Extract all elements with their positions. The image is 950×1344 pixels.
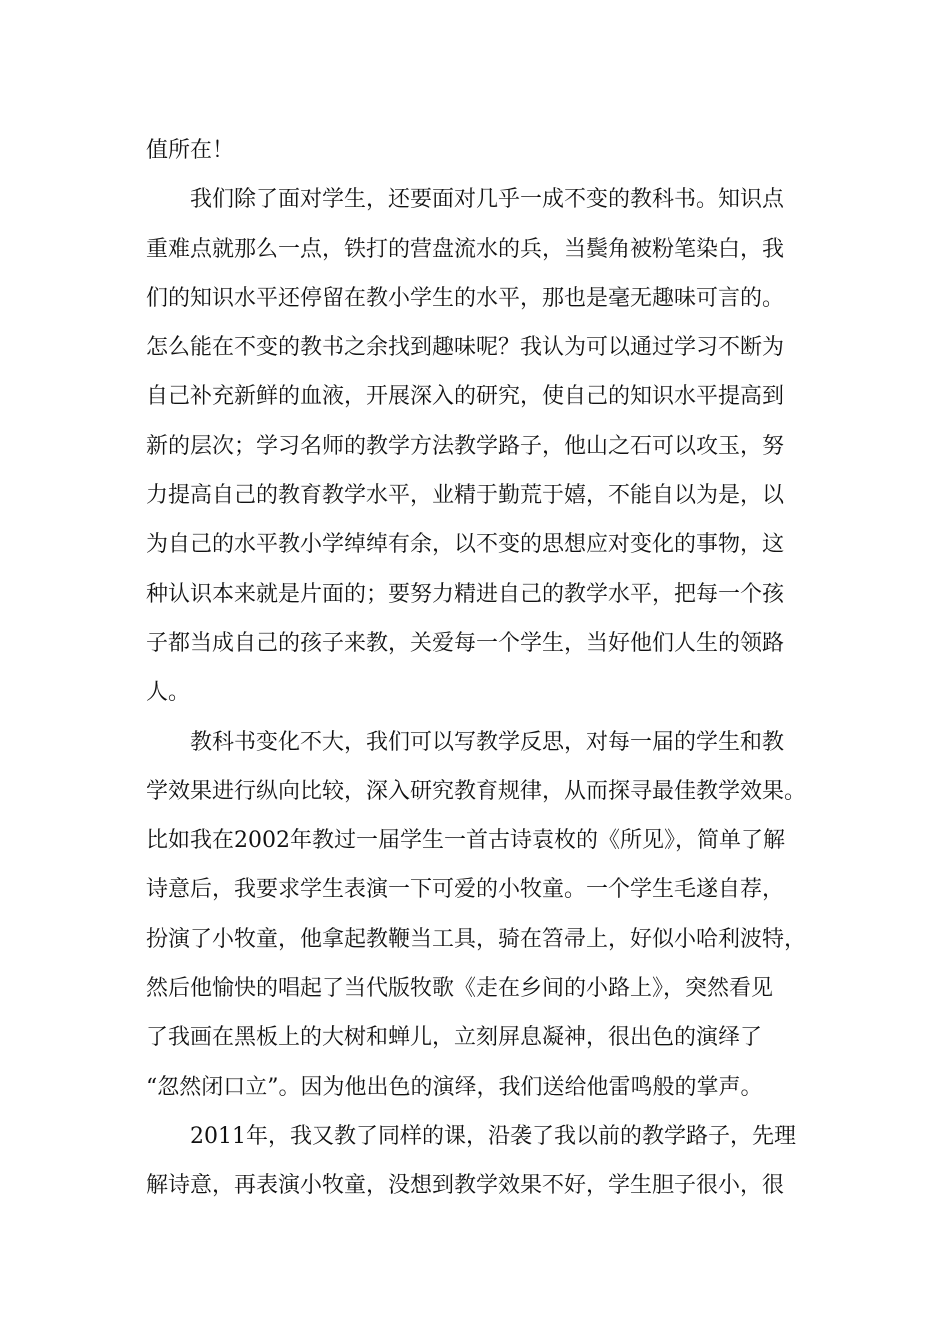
text-line: 新的层次；学习名师的教学方法教学路子，他山之石可以攻玉，努 xyxy=(146,433,785,459)
text-line: 然后他愉快的唱起了当代版牧歌《走在乡间的小路上》，突然看见 xyxy=(146,976,774,1002)
text-line: 比如我在2002年教过一届学生一首古诗袁枚的《所见》，简单了解 xyxy=(146,828,785,854)
text-line: 种认识本来就是片面的；要努力精进自己的教学水平，把每一个孩 xyxy=(146,581,785,607)
body-text xyxy=(146,133,826,1218)
text-line: 们的知识水平还停留在教小学生的水平，那也是毫无趣味可言的。 xyxy=(146,285,785,311)
text-line: 学效果进行纵向比较，深入研究教育规律，从而探寻最佳教学效果。 xyxy=(146,778,807,804)
text-line: 力提高自己的教育教学水平，业精于勤荒于嬉，不能自以为是，以 xyxy=(146,483,785,509)
text-line: 扮演了小牧童，他拿起教鞭当工具，骑在笤帚上，好似小哈利波特， xyxy=(146,926,807,952)
paragraph-start-line: 2011年，我又教了同样的课，沿袭了我以前的教学路子，先理 xyxy=(190,1123,796,1149)
text-line: 子都当成自己的孩子来教，关爱每一个学生，当好他们人生的领路 xyxy=(146,630,785,656)
text-line: 解诗意，再表演小牧童，没想到教学效果不好，学生胆子很小，很 xyxy=(146,1173,785,1199)
text-line: 诗意后，我要求学生表演一下可爱的小牧童。一个学生毛遂自荐， xyxy=(146,877,785,903)
text-line: 为自己的水平教小学绰绰有余，以不变的思想应对变化的事物，这 xyxy=(146,532,785,558)
text-line: 怎么能在不变的教书之余找到趣味呢？我认为可以通过学习不断为 xyxy=(146,335,785,361)
text-line: 值所在！ xyxy=(146,138,235,163)
text-line: “忽然闭口立”。因为他出色的演绎，我们送给他雷鸣般的掌声。 xyxy=(146,1074,763,1100)
paragraph-start-line: 我们除了面对学生，还要面对几乎一成不变的教科书。知识点 xyxy=(190,187,785,213)
text-line: 人。 xyxy=(146,680,191,706)
text-line: 重难点就那么一点，铁打的营盘流水的兵，当鬓角被粉笔染白，我 xyxy=(146,236,785,262)
paragraph-start-line: 教科书变化不大，我们可以写教学反思，对每一届的学生和教 xyxy=(190,729,785,755)
text-line: 自己补充新鲜的血液，开展深入的研究，使自己的知识水平提高到 xyxy=(146,384,785,410)
text-line: 了我画在黑板上的大树和蝉儿，立刻屏息凝神，很出色的演绎了 xyxy=(146,1025,763,1051)
